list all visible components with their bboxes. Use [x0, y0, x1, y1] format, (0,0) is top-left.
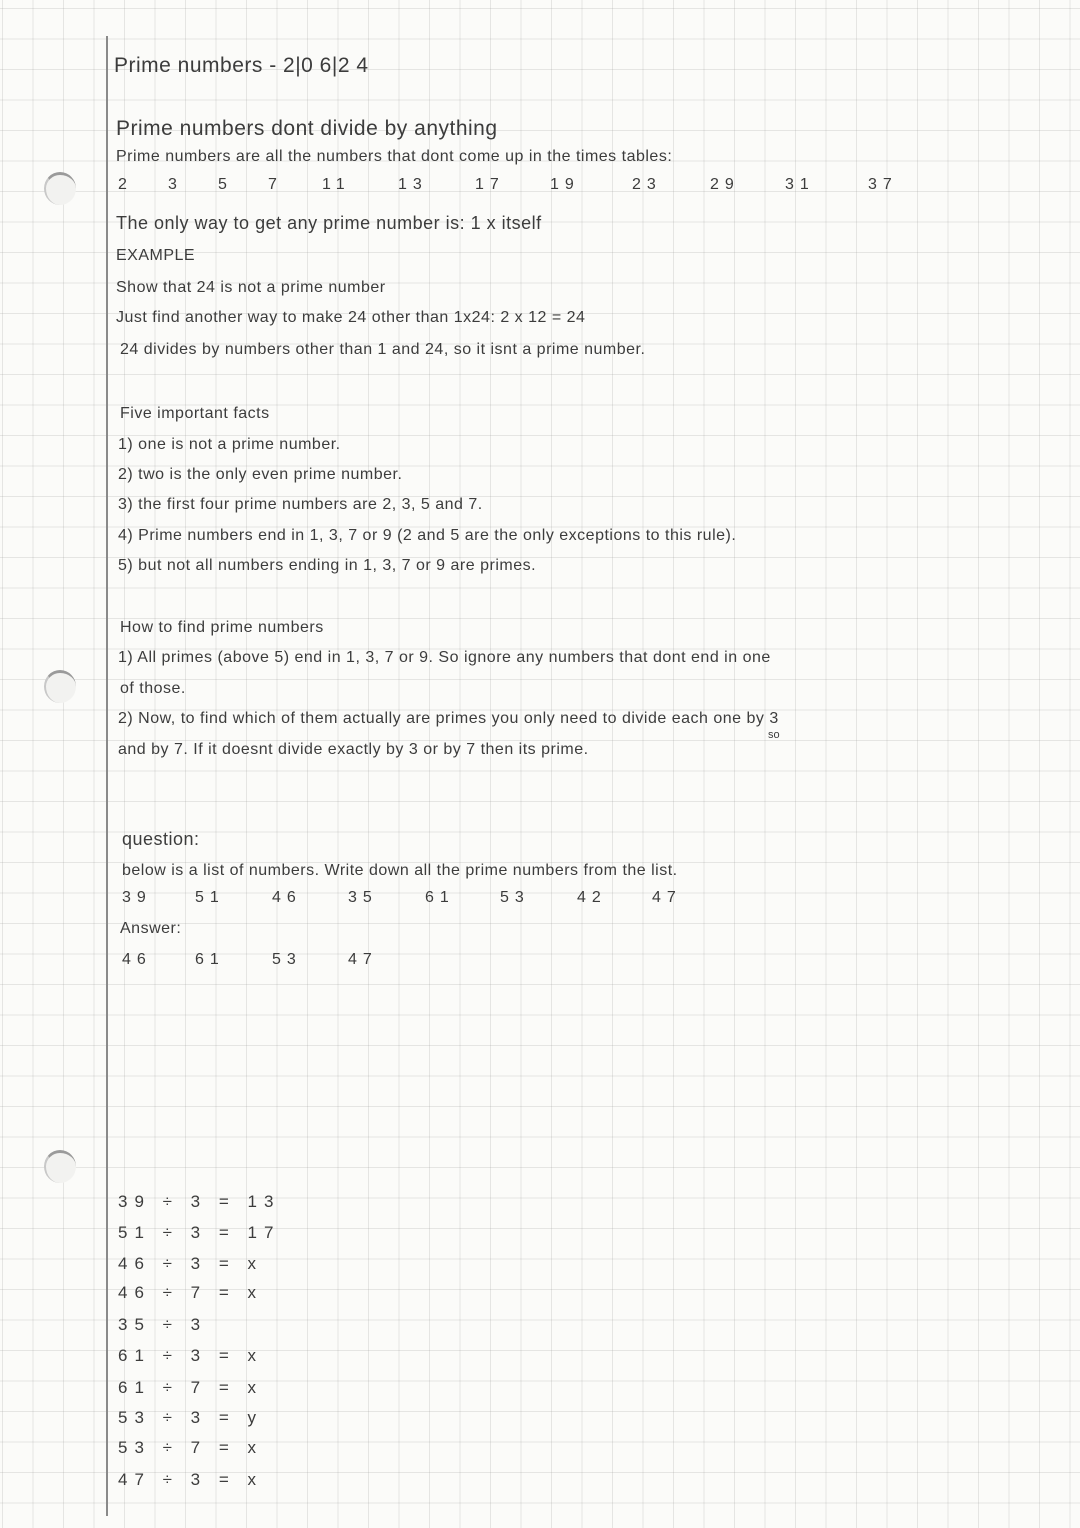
how-to-line: 1) All primes (above 5) end in 1, 3, 7 or 9. So ignore any numbers that dont end in one [118, 649, 771, 666]
prime-number: 23 [632, 176, 662, 193]
fact-item: 3) the first four prime numbers are 2, 3, 5 and 7. [118, 496, 483, 513]
calculation-row: 46 ÷ 3 = x [118, 1254, 264, 1273]
calculation-row: 61 ÷ 7 = x [118, 1378, 264, 1397]
how-to-line: and by 7. If it doesnt divide exactly by 3 or by 7 then its prime. [118, 741, 589, 758]
prime-number: 3 [168, 176, 183, 193]
prime-number: 17 [475, 176, 505, 193]
answer-number: 61 [195, 951, 225, 968]
prime-number: 13 [398, 176, 428, 193]
prime-number: 19 [550, 176, 580, 193]
calculation-row: 53 ÷ 3 = y [118, 1408, 264, 1427]
calculation-row: 35 ÷ 3 [118, 1315, 208, 1334]
facts-heading: Five important facts [120, 405, 270, 422]
fact-item: 2) two is the only even prime number. [118, 466, 403, 483]
prime-number: 5 [218, 176, 233, 193]
prime-number: 37 [868, 176, 898, 193]
heading: Prime numbers dont divide by anything [116, 117, 498, 140]
question-number: 46 [272, 889, 302, 906]
answer-number: 46 [122, 951, 152, 968]
punch-hole [44, 670, 76, 703]
prime-number: 2 [118, 176, 133, 193]
question-number: 42 [577, 889, 607, 906]
answer-label: Answer: [120, 920, 182, 937]
fact-item: 5) but not all numbers ending in 1, 3, 7 or 9 are primes. [118, 557, 537, 574]
question-label: question: [122, 829, 200, 849]
example-question: Show that 24 is not a prime number [116, 279, 386, 296]
prime-number: 11 [322, 176, 351, 193]
question-number: 51 [195, 889, 225, 906]
prime-number: 31 [785, 176, 815, 193]
prime-number: 29 [710, 176, 740, 193]
question-number: 53 [500, 889, 530, 906]
fact-item: 4) Prime numbers end in 1, 3, 7 or 9 (2 and 5 are the only exceptions to this rule). [118, 527, 737, 544]
example-label: EXAMPLE [116, 247, 196, 264]
question-number: 47 [652, 889, 682, 906]
calculation-row: 61 ÷ 3 = x [118, 1346, 264, 1365]
question-number: 39 [122, 889, 152, 906]
punch-hole [44, 1150, 76, 1183]
only-way-text: The only way to get any prime number is: 1 x itself [116, 213, 542, 233]
answer-number: 53 [272, 951, 302, 968]
example-conclusion: 24 divides by numbers other than 1 and 24, so it isnt a prime number. [120, 341, 646, 358]
insert-note: so [768, 729, 780, 741]
question-text: below is a list of numbers. Write down all the prime numbers from the list. [122, 862, 678, 879]
page-title: Prime numbers - 2|0 6|2 4 [114, 54, 369, 77]
calculation-row: 51 ÷ 3 = 17 [118, 1223, 281, 1242]
question-number: 35 [348, 889, 378, 906]
punch-hole [44, 172, 76, 205]
question-number: 61 [425, 889, 455, 906]
calculation-row: 46 ÷ 7 = x [118, 1283, 264, 1302]
calculation-row: 53 ÷ 7 = x [118, 1438, 264, 1457]
calculation-row: 47 ÷ 3 = x [118, 1470, 264, 1489]
calculation-row: 39 ÷ 3 = 13 [118, 1192, 281, 1211]
how-to-line: 2) Now, to find which of them actually are primes you only need to divide each one by 3 [118, 710, 779, 727]
prime-number: 7 [268, 176, 283, 193]
example-step: Just find another way to make 24 other than 1x24: 2 x 12 = 24 [116, 309, 586, 326]
fact-item: 1) one is not a prime number. [118, 436, 341, 453]
answer-number: 47 [348, 951, 378, 968]
intro-text: Prime numbers are all the numbers that dont come up in the times tables: [116, 148, 673, 165]
how-to-line: of those. [120, 680, 186, 697]
how-to-heading: How to find prime numbers [120, 619, 324, 636]
margin-line [106, 36, 108, 1516]
